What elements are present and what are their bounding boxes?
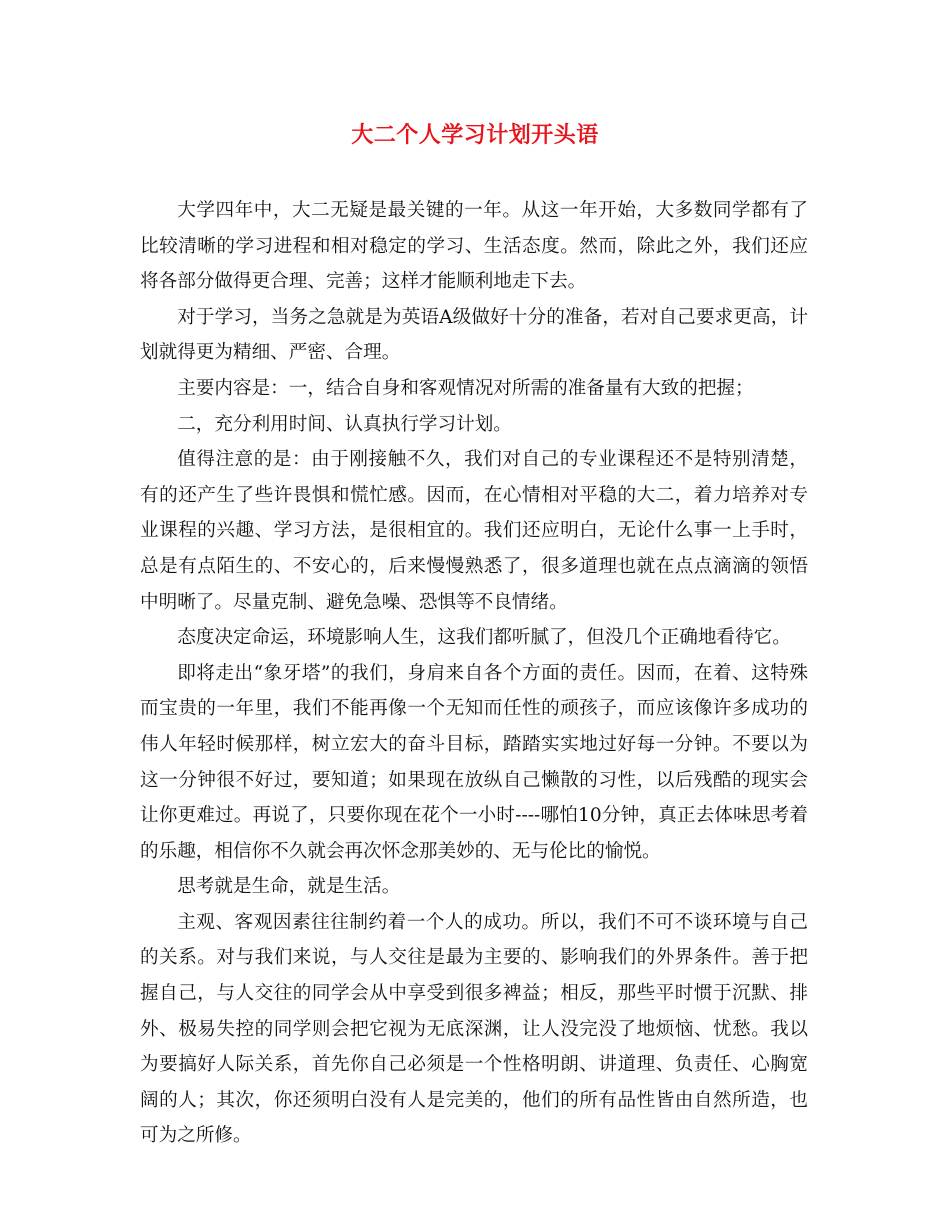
paragraph-main-content-two: 二，充分利用时间、认真执行学习计划。 (177, 413, 512, 435)
paragraph-thinking: 思考就是生命，就是生活。 (177, 876, 401, 898)
paragraph-main-content-one: 主要内容是：一，结合自身和客观情况对所需的准备量有大致的把握； (177, 377, 754, 399)
paragraph-relationships: 主观、客观因素往往制约着一个人的成功。所以，我们不可不谈环境与自己的关系。对与我们来说，与人交往是最为主要的、影响我们的外界条件。善于把握自己，与人交往的同学会从中享受到很多裨益；相反，那些平时惯于沉默、排外、极易失控的同学则会把它视为无底深渊，让人没完没了地烦恼、忧愁。我以为要搞好人际关系，首先你自己必须是一个性格明朗、讲道理、负责任、心胸宽阔的人；其次，你还须明白没有人是完美的，他们的所有品性皆由自然所造，也可为之所修。 (140, 911, 808, 1147)
document-body (140, 193, 808, 1154)
paragraph-study-english: 对于学习，当务之急就是为英语A级做好十分的准备，若对自己要求更高，计划就得更为精细、严密、合理。 (140, 306, 808, 364)
paragraph-intro: 大学四年中，大二无疑是最关键的一年。从这一年开始，大多数同学都有了比较清晰的学习进程和相对稳定的学习、生活态度。然而，除此之外，我们还应将各部分做得更合理、完善；这样才能顺利地走下去。 (140, 200, 808, 293)
paragraph-attention: 值得注意的是：由于刚接触不久，我们对自己的专业课程还不是特别清楚，有的还产生了些许畏惧和慌忙感。因而，在心情相对平稳的大二，着力培养对专业课程的兴趣、学习方法，是很相宜的。我们还应明白，无论什么事一上手时，总是有点陌生的、不安心的，后来慢慢熟悉了，很多道理也就在点点滴滴的领悟中明晰了。尽量克制、避免急噪、恐惧等不良情绪。 (140, 449, 808, 613)
paragraph-ivory-tower: 即将走出“象牙塔”的我们，身肩来自各个方面的责任。因而，在着、这特殊而宝贵的一年里，我们不能再像一个无知而任性的顽孩子，而应该像许多成功的伟人年轻时候那样，树立宏大的奋斗目标，踏踏实实地过好每一分钟。不要以为这一分钟很不好过，要知道；如果现在放纵自己懒散的习性，以后残酷的现实会让你更难过。再说了，只要你现在花个一小时----哪怕10分钟，真正去体味思考着的乐趣，相信你不久就会再次怀念那美妙的、无与伦比的愉悦。 (140, 662, 808, 862)
paragraph-attitude: 态度决定命运，环境影响人生，这我们都听腻了，但没几个正确地看待它。 (177, 627, 791, 649)
document-title: 大二个人学习计划开头语 (351, 123, 599, 148)
